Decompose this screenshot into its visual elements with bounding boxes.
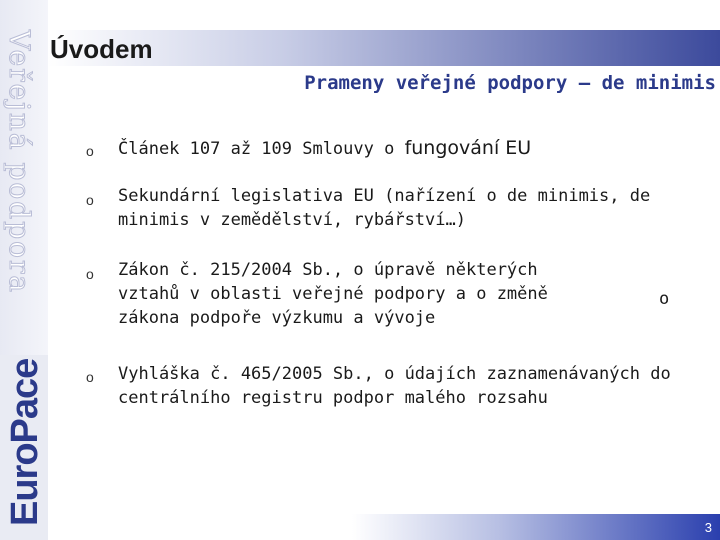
bullet-marker: o: [86, 192, 94, 208]
bullet-marker: o: [86, 369, 94, 385]
footer-bar: [352, 514, 720, 540]
page-title: Úvodem: [50, 34, 153, 64]
bullet-marker: o: [86, 143, 94, 159]
list-item-text-emphasis: fungování EU: [404, 137, 532, 159]
stray-letter: o: [659, 289, 670, 309]
brand-logo: EuroPace: [4, 358, 46, 526]
list-item-text: Zákon č. 215/2004 Sb., o úpravě některých vztahů v oblasti veřejné podpory a o změně zákona podpoře výzkumu a vývoje: [118, 260, 548, 328]
list-item-text: Sekundární legislativa EU (nařízení o de minimis, de minimis v zemědělství, rybářství…): [118, 186, 651, 230]
list-item-text: Článek 107 až 109 Smlouvy o: [118, 139, 405, 159]
side-vertical-text: Veřejná podpora: [3, 30, 36, 295]
page-number: 3: [704, 520, 712, 535]
page-subtitle: Prameny veřejné podpory – de minimis: [304, 72, 716, 94]
list-item-text: Vyhláška č. 465/2005 Sb., o údajích zaznamenávaných do centrálního registru podpor malého rozsahu: [118, 364, 671, 408]
bullet-marker: o: [86, 266, 94, 282]
list-item: [118, 136, 678, 161]
